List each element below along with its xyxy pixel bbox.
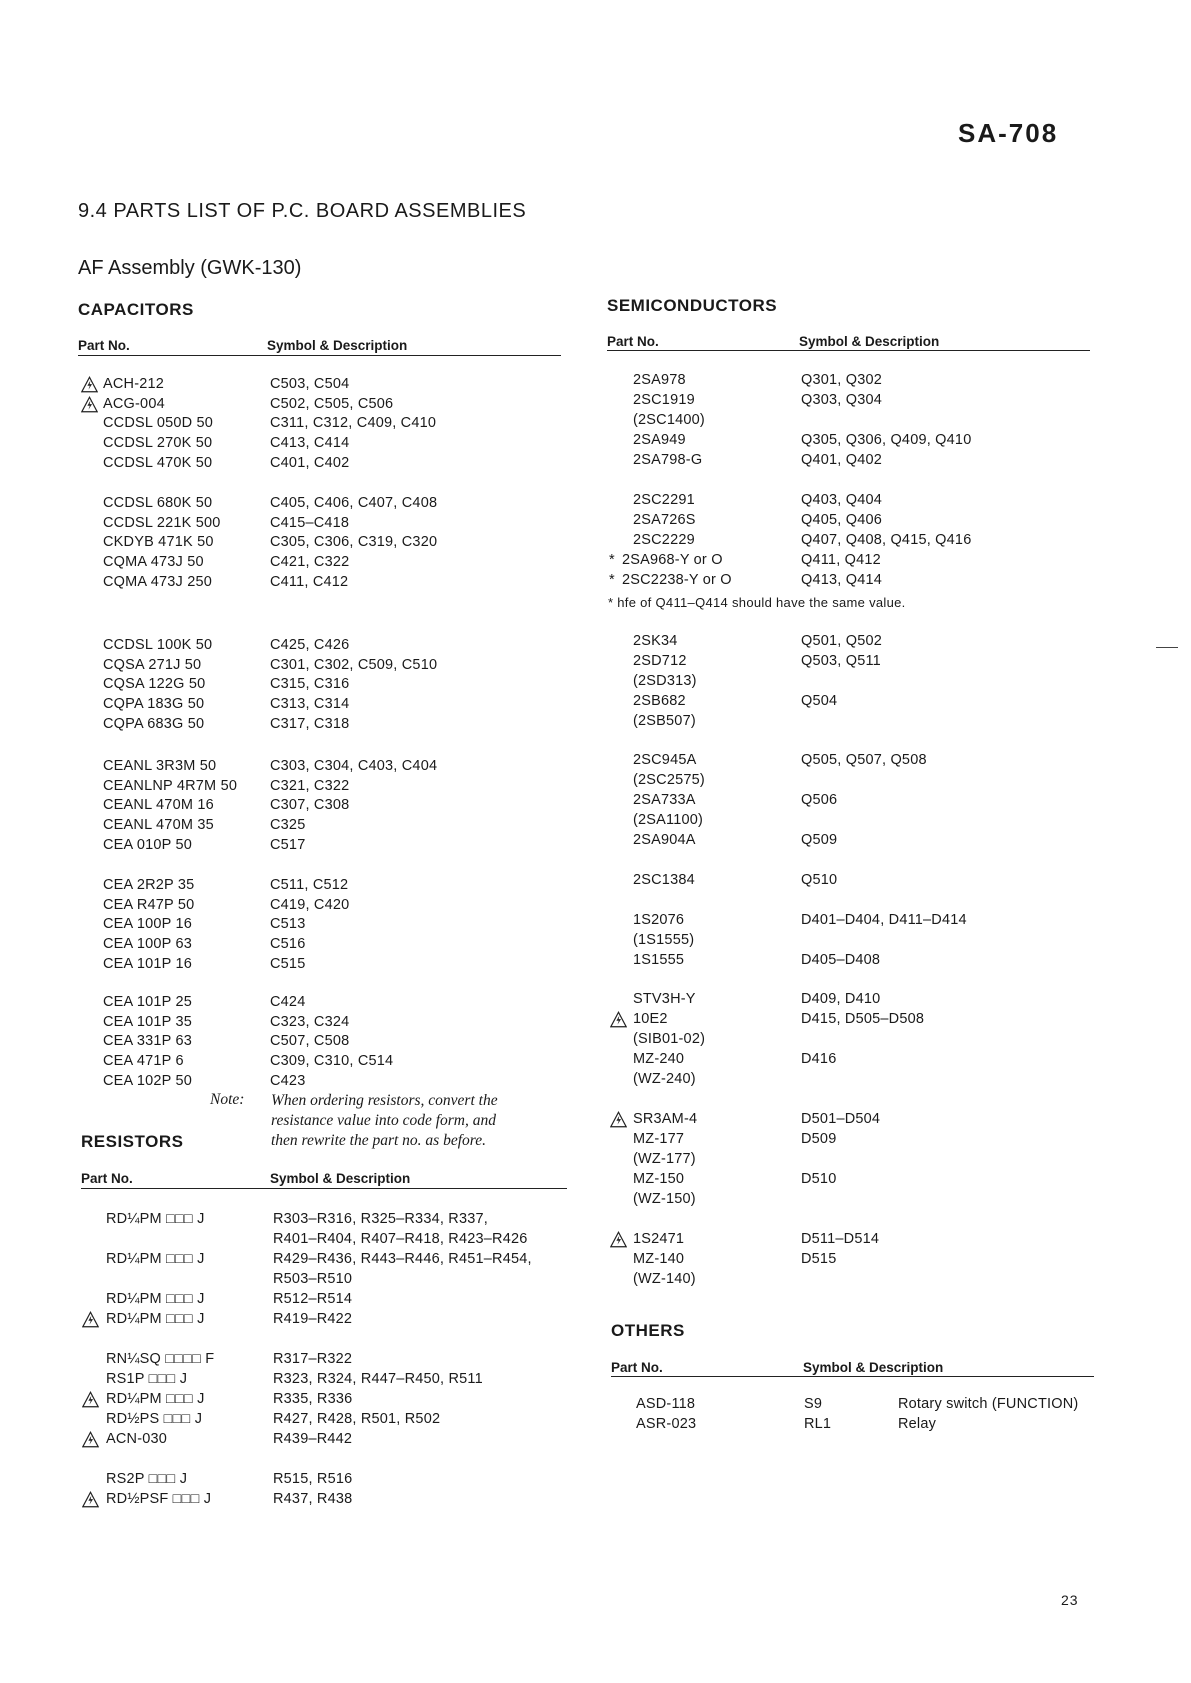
- semiconductor-part-no: (WZ-140): [633, 1271, 696, 1287]
- semiconductor-part-no: 2SA968-Y or O: [622, 552, 723, 568]
- capacitor-part-no: CEA 100P 16: [103, 916, 193, 933]
- semiconductor-symbol: Q506: [801, 792, 838, 808]
- resistors-title: RESISTORS: [81, 1132, 184, 1151]
- capacitor-part-no: CEA 010P 50: [103, 836, 193, 853]
- capacitor-symbol: C325: [270, 817, 306, 834]
- resistor-symbol: R439–R442: [273, 1431, 353, 1447]
- capacitors-col-part: Part No.: [78, 338, 130, 353]
- semiconductor-symbol: D416: [801, 1051, 837, 1067]
- warning-icon: [82, 1311, 99, 1328]
- warning-icon: [81, 396, 98, 413]
- capacitor-part-no: CEA R47P 50: [103, 896, 195, 913]
- capacitor-symbol: C303, C304, C403, C404: [270, 758, 438, 774]
- semiconductor-part-no: 2SA798-G: [633, 452, 703, 468]
- semiconductor-part-no: STV3H-Y: [633, 991, 696, 1007]
- warning-icon: [610, 1111, 627, 1128]
- resistor-symbol: R429–R436, R443–R446, R451–R454,: [273, 1251, 532, 1267]
- semiconductor-symbol: Q413, Q414: [801, 572, 882, 588]
- note-line: When ordering resistors, convert the: [271, 1092, 498, 1109]
- resistors-col-part: Part No.: [81, 1171, 133, 1186]
- footnote-asterisk: *: [609, 552, 615, 568]
- capacitor-part-no: CEANLNP 4R7M 50: [103, 777, 238, 794]
- resistor-symbol: R303–R316, R325–R334, R337,: [273, 1211, 488, 1227]
- capacitor-part-no: ACH-212: [103, 376, 165, 392]
- warning-icon: [82, 1391, 99, 1408]
- warning-icon: [82, 1491, 99, 1508]
- semiconductor-symbol: Q403, Q404: [801, 492, 882, 508]
- semiconductor-part-no: 2SA978: [633, 372, 686, 388]
- resistor-symbol: R515, R516: [273, 1471, 353, 1487]
- warning-icon: [610, 1231, 627, 1248]
- semiconductor-part-no: 2SA733A: [633, 792, 696, 808]
- other-symbol: S9: [804, 1396, 823, 1412]
- warning-icon: [610, 1011, 627, 1028]
- semiconductor-symbol: D405–D408: [801, 952, 881, 968]
- resistor-symbol: R317–R322: [273, 1351, 353, 1367]
- capacitor-symbol: C321, C322: [270, 777, 350, 794]
- note-line: then rewrite the part no. as before.: [271, 1132, 486, 1149]
- warning-icon: [82, 1431, 99, 1448]
- capacitor-symbol: C502, C505, C506: [270, 395, 394, 412]
- capacitor-symbol: C305, C306, C319, C320: [270, 534, 438, 551]
- semiconductor-symbol: Q510: [801, 872, 838, 888]
- resistor-part-no: RS2P □□□ J: [106, 1471, 188, 1487]
- capacitor-part-no: CEANL 470M 16: [103, 797, 214, 814]
- capacitor-part-no: CQSA 271J 50: [103, 656, 202, 673]
- capacitor-symbol: C413, C414: [270, 435, 350, 452]
- resistors-col-symbol: Symbol & Description: [270, 1171, 411, 1186]
- semiconductor-part-no: MZ-240: [633, 1051, 685, 1067]
- capacitor-symbol: C311, C312, C409, C410: [270, 415, 437, 432]
- resistor-symbol: R323, R324, R447–R450, R511: [273, 1371, 483, 1387]
- section-title: 9.4 PARTS LIST OF P.C. BOARD ASSEMBLIES: [78, 200, 527, 222]
- capacitor-part-no: CEANL 470M 35: [103, 817, 214, 834]
- semiconductor-part-no: 2SC945A: [633, 752, 697, 768]
- semiconductor-part-no: (1S1555): [633, 932, 695, 948]
- semiconductor-symbol: D415, D505–D508: [801, 1011, 925, 1027]
- capacitor-symbol: C415–C418: [270, 514, 350, 531]
- capacitor-symbol: C513: [270, 916, 306, 933]
- capacitor-symbol: C301, C302, C509, C510: [270, 656, 438, 673]
- semiconductor-part-no: 1S2471: [633, 1231, 685, 1247]
- other-part-no: ASD-118: [636, 1396, 696, 1412]
- resistor-part-no: RD½PS □□□ J: [106, 1411, 203, 1427]
- resistor-symbol: R512–R514: [273, 1291, 353, 1307]
- resistor-part-no: RD¼PM □□□ J: [106, 1291, 205, 1307]
- capacitor-part-no: ACG-004: [103, 395, 165, 412]
- resistor-part-no: RD¼PM □□□ J: [106, 1211, 205, 1227]
- capacitor-part-no: CEA 100P 63: [103, 936, 193, 953]
- other-description: Relay: [898, 1416, 937, 1432]
- others-title: OTHERS: [611, 1321, 685, 1340]
- capacitor-part-no: CQSA 122G 50: [103, 676, 206, 693]
- other-symbol: RL1: [804, 1416, 832, 1432]
- capacitor-part-no: CQPA 183G 50: [103, 696, 205, 713]
- semiconductor-symbol: Q504: [801, 693, 838, 709]
- semiconductor-part-no: 2SB682: [633, 693, 686, 709]
- capacitors-header-rule: [78, 355, 561, 356]
- model-number: SA-708: [958, 118, 1059, 148]
- capacitor-symbol: C507, C508: [270, 1033, 350, 1050]
- resistor-part-no: RD¼PM □□□ J: [106, 1391, 205, 1407]
- capacitors-title: CAPACITORS: [78, 300, 194, 319]
- capacitor-symbol: C515: [270, 955, 306, 972]
- resistor-symbol: R335, R336: [273, 1391, 353, 1407]
- resistor-part-no: RD¼PM □□□ J: [106, 1311, 205, 1327]
- semiconductor-part-no: 1S1555: [633, 952, 685, 968]
- capacitor-part-no: CEA 101P 25: [103, 994, 193, 1010]
- capacitor-part-no: CEANL 3R3M 50: [103, 758, 217, 774]
- others-header-rule: [611, 1376, 1094, 1377]
- note-line: resistance value into code form, and: [271, 1112, 496, 1129]
- resistor-part-no: ACN-030: [106, 1431, 168, 1447]
- semiconductor-part-no: 2SA949: [633, 432, 686, 448]
- semiconductor-symbol: Q401, Q402: [801, 452, 882, 468]
- semiconductor-part-no: 2SA726S: [633, 512, 696, 528]
- capacitor-symbol: C419, C420: [270, 896, 350, 913]
- capacitor-symbol: C516: [270, 936, 306, 953]
- capacitor-part-no: CCDSL 050D 50: [103, 415, 214, 432]
- capacitor-symbol: C317, C318: [270, 715, 350, 732]
- capacitor-part-no: CCDSL 470K 50: [103, 454, 213, 471]
- semiconductor-part-no: (WZ-150): [633, 1191, 696, 1207]
- resistor-part-no: RN¼SQ □□□□ F: [106, 1351, 215, 1367]
- resistor-part-no: RD½PSF □□□ J: [106, 1491, 212, 1507]
- semiconductor-part-no: 2SC2229: [633, 532, 695, 548]
- semiconductor-symbol: Q407, Q408, Q415, Q416: [801, 532, 972, 548]
- semiconductor-symbol: D409, D410: [801, 991, 881, 1007]
- semiconductor-part-no: 2SK34: [633, 633, 678, 649]
- capacitor-part-no: CQMA 473J 250: [103, 573, 212, 590]
- capacitor-symbol: C511, C512: [270, 877, 349, 893]
- capacitor-symbol: C401, C402: [270, 454, 350, 471]
- resistor-symbol: R503–R510: [273, 1271, 353, 1287]
- semiconductor-part-no: (2SC2575): [633, 772, 705, 788]
- semiconductors-title: SEMICONDUCTORS: [607, 296, 778, 315]
- others-col-part: Part No.: [611, 1360, 663, 1375]
- other-part-no: ASR-023: [636, 1416, 697, 1432]
- semiconductor-part-no: (2SC1400): [633, 412, 705, 428]
- semiconductor-symbol: Q303, Q304: [801, 392, 882, 408]
- semiconductors-header-rule: [607, 350, 1090, 351]
- semiconductor-symbol: Q509: [801, 832, 838, 848]
- capacitor-symbol: C424: [270, 994, 306, 1010]
- others-col-symbol: Symbol & Description: [803, 1360, 944, 1375]
- resistor-symbol: R401–R404, R407–R418, R423–R426: [273, 1231, 528, 1247]
- capacitor-symbol: C315, C316: [270, 676, 350, 693]
- resistors-header-rule: [81, 1188, 567, 1189]
- semiconductor-part-no: 2SC2291: [633, 492, 695, 508]
- capacitor-part-no: CCDSL 100K 50: [103, 637, 213, 653]
- capacitor-part-no: CEA 471P 6: [103, 1053, 184, 1070]
- semiconductor-symbol: D501–D504: [801, 1111, 881, 1127]
- capacitor-symbol: C307, C308: [270, 797, 350, 814]
- semiconductor-symbol: Q405, Q406: [801, 512, 882, 528]
- semiconductor-part-no: (2SB507): [633, 713, 696, 729]
- semiconductor-part-no: 2SC1919: [633, 392, 695, 408]
- semiconductor-symbol: Q503, Q511: [801, 653, 881, 669]
- semiconductor-part-no: (SIB01-02): [633, 1031, 706, 1047]
- resistor-symbol: R419–R422: [273, 1311, 353, 1327]
- capacitor-symbol: C309, C310, C514: [270, 1053, 394, 1070]
- capacitor-symbol: C425, C426: [270, 637, 350, 653]
- semiconductor-symbol: Q305, Q306, Q409, Q410: [801, 432, 972, 448]
- capacitor-symbol: C503, C504: [270, 376, 350, 392]
- capacitor-symbol: C323, C324: [270, 1013, 350, 1030]
- resistor-part-no: RD¼PM □□□ J: [106, 1251, 205, 1267]
- semiconductor-part-no: (WZ-177): [633, 1151, 696, 1167]
- capacitor-part-no: CKDYB 471K 50: [103, 534, 214, 551]
- capacitor-part-no: CEA 101P 35: [103, 1013, 193, 1030]
- capacitor-part-no: CEA 101P 16: [103, 955, 193, 972]
- capacitor-part-no: CEA 331P 63: [103, 1033, 193, 1050]
- semiconductor-part-no: MZ-177: [633, 1131, 685, 1147]
- scan-mark: [1156, 647, 1178, 648]
- semiconductor-symbol: D401–D404, D411–D414: [801, 912, 967, 928]
- capacitor-part-no: CEA 2R2P 35: [103, 877, 195, 893]
- note-label: Note:: [210, 1091, 245, 1108]
- assembly-title: AF Assembly (GWK-130): [78, 257, 302, 279]
- semiconductor-part-no: 2SC2238-Y or O: [622, 572, 732, 588]
- capacitor-symbol: C423: [270, 1072, 306, 1089]
- capacitor-part-no: CQMA 473J 50: [103, 554, 204, 571]
- semiconductor-part-no: 2SC1384: [633, 872, 695, 888]
- footnote-asterisk: *: [609, 572, 615, 588]
- semiconductors-col-part: Part No.: [607, 334, 659, 349]
- warning-icon: [81, 376, 98, 393]
- semiconductor-part-no: SR3AM-4: [633, 1111, 698, 1127]
- capacitor-symbol: C517: [270, 836, 306, 853]
- capacitors-col-symbol: Symbol & Description: [267, 338, 408, 353]
- capacitor-symbol: C313, C314: [270, 696, 350, 713]
- semiconductor-part-no: (2SD313): [633, 673, 697, 689]
- semiconductor-part-no: 1S2076: [633, 912, 685, 928]
- semiconductor-part-no: (WZ-240): [633, 1071, 696, 1087]
- note-text: [271, 1091, 498, 1151]
- semiconductor-part-no: MZ-150: [633, 1171, 685, 1187]
- page-number: 23: [1061, 1592, 1079, 1608]
- semiconductor-symbol: Q301, Q302: [801, 372, 882, 388]
- capacitor-symbol: C405, C406, C407, C408: [270, 495, 438, 511]
- semiconductor-part-no: (2SA1100): [633, 812, 704, 828]
- semiconductor-symbol: D509: [801, 1131, 837, 1147]
- resistor-symbol: R427, R428, R501, R502: [273, 1411, 441, 1427]
- resistor-symbol: R437, R438: [273, 1491, 353, 1507]
- semiconductor-part-no: 10E2: [633, 1011, 668, 1027]
- semiconductor-symbol: D515: [801, 1251, 837, 1267]
- capacitor-part-no: CQPA 683G 50: [103, 715, 205, 732]
- resistor-part-no: RS1P □□□ J: [106, 1371, 188, 1387]
- semiconductor-part-no: 2SD712: [633, 653, 687, 669]
- capacitor-part-no: CCDSL 680K 50: [103, 495, 213, 511]
- capacitor-part-no: CEA 102P 50: [103, 1072, 193, 1089]
- other-description: Rotary switch (FUNCTION): [898, 1396, 1079, 1412]
- semiconductor-symbol: Q505, Q507, Q508: [801, 752, 927, 768]
- semiconductor-part-no: MZ-140: [633, 1251, 685, 1267]
- semiconductor-symbol: D510: [801, 1171, 837, 1187]
- semiconductor-part-no: 2SA904A: [633, 832, 696, 848]
- hfe-footnote: * hfe of Q411–Q414 should have the same value.: [608, 595, 906, 610]
- capacitor-symbol: C421, C322: [270, 554, 350, 571]
- capacitor-part-no: CCDSL 221K 500: [103, 514, 221, 531]
- semiconductor-symbol: Q501, Q502: [801, 633, 882, 649]
- semiconductor-symbol: D511–D514: [801, 1231, 880, 1247]
- semiconductors-col-symbol: Symbol & Description: [799, 334, 940, 349]
- semiconductor-symbol: Q411, Q412: [801, 552, 881, 568]
- capacitor-symbol: C411, C412: [270, 573, 349, 590]
- capacitor-part-no: CCDSL 270K 50: [103, 435, 213, 452]
